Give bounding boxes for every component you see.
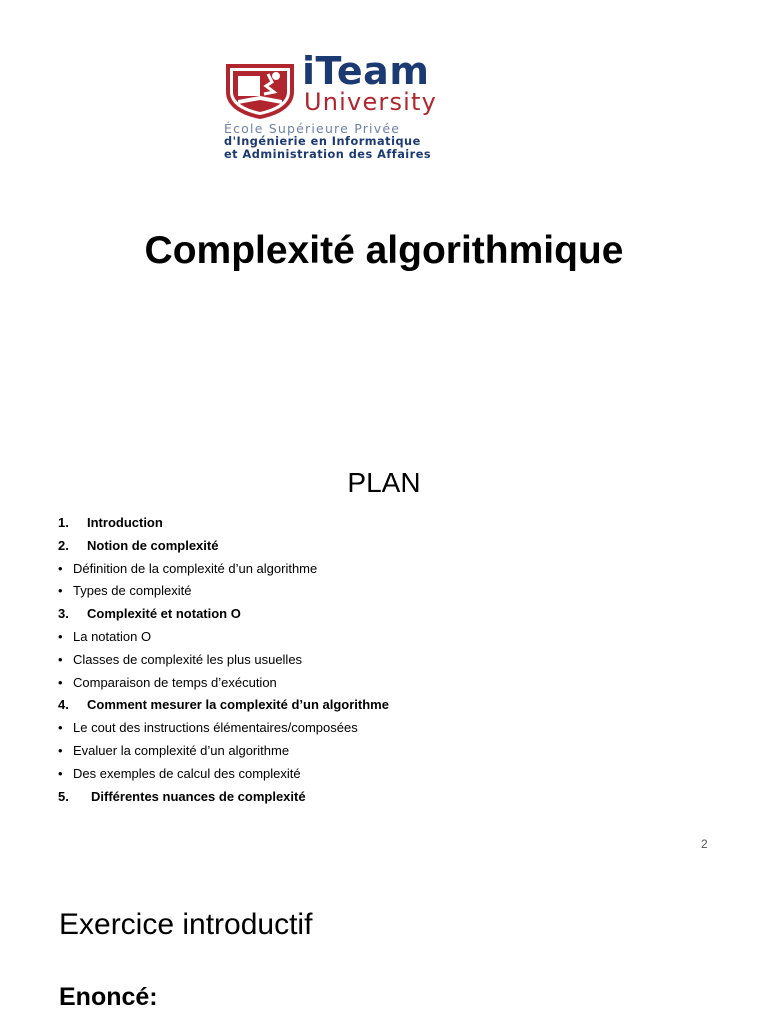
logo-brand-name bbox=[302, 49, 430, 93]
plan-item-text: Différentes nuances de complexité bbox=[91, 788, 306, 804]
plan-item bbox=[58, 764, 389, 787]
plan-item bbox=[58, 627, 389, 650]
plan-item-marker: 2. bbox=[58, 537, 69, 553]
plan-item bbox=[58, 536, 389, 559]
logo-brand-team: Team bbox=[315, 49, 430, 93]
plan-item-bullet: • bbox=[58, 583, 63, 599]
plan-item-text: Définition de la complexité d’un algorithme bbox=[73, 560, 318, 576]
page-number: 2 bbox=[701, 837, 708, 851]
plan-item-text: Comparaison de temps d’exécution bbox=[73, 674, 277, 690]
plan-title: PLAN bbox=[347, 467, 421, 498]
plan-item bbox=[58, 741, 389, 764]
plan-item-marker: 5. bbox=[58, 788, 69, 804]
plan-item-bullet: • bbox=[58, 674, 63, 690]
plan-item-bullet: • bbox=[58, 628, 63, 644]
plan-item-text: Notion de complexité bbox=[87, 537, 219, 553]
plan-item-bullet: • bbox=[58, 742, 63, 758]
plan-item bbox=[58, 695, 389, 718]
plan-item bbox=[58, 559, 389, 582]
plan-item-marker: 4. bbox=[58, 697, 69, 713]
plan-item-text: Types de complexité bbox=[73, 583, 192, 599]
plan-item-text: Introduction bbox=[87, 515, 163, 530]
plan-item-text: Des exemples de calcul des complexité bbox=[73, 765, 301, 781]
plan-item bbox=[58, 581, 389, 604]
plan-item bbox=[58, 787, 389, 810]
presentation-title: Complexité algorithmique bbox=[144, 229, 624, 272]
plan-item-bullet: • bbox=[58, 560, 63, 576]
logo-university: University bbox=[304, 88, 438, 116]
plan-item-text: Classes de complexité les plus usuelles bbox=[73, 651, 303, 667]
plan-item bbox=[58, 650, 389, 673]
plan-item-text: Comment mesurer la complexité d’un algorithme bbox=[87, 697, 389, 713]
iteam-university-logo bbox=[222, 49, 507, 161]
plan-item-text: Evaluer la complexité d’un algorithme bbox=[73, 742, 290, 758]
plan-item-text: Complexité et notation O bbox=[87, 606, 241, 622]
plan-item bbox=[58, 513, 389, 536]
exercise-subtitle: Enoncé: bbox=[59, 983, 158, 1011]
plan-item bbox=[58, 604, 389, 627]
logo-brand-i: i bbox=[302, 49, 316, 93]
university-shield-icon bbox=[224, 62, 296, 120]
logo-tagline-1: École Supérieure Privée bbox=[224, 121, 401, 136]
plan-list bbox=[58, 513, 389, 809]
plan-item-bullet: • bbox=[58, 765, 63, 781]
plan-item-text: Le cout des instructions élémentaires/composées bbox=[73, 720, 358, 736]
plan-item-marker: 3. bbox=[58, 606, 69, 622]
logo-tagline-2: d'Ingénierie en Informatique bbox=[224, 135, 421, 148]
plan-item-bullet: • bbox=[58, 720, 63, 736]
plan-item-text: La notation O bbox=[73, 628, 152, 644]
plan-item bbox=[58, 673, 389, 696]
plan-item-bullet: • bbox=[58, 651, 63, 667]
plan-item-marker: 1. bbox=[58, 515, 69, 530]
plan-item bbox=[58, 718, 389, 741]
logo-tagline-3: et Administration des Affaires bbox=[224, 148, 432, 161]
exercise-title: Exercice introductif bbox=[59, 908, 313, 941]
